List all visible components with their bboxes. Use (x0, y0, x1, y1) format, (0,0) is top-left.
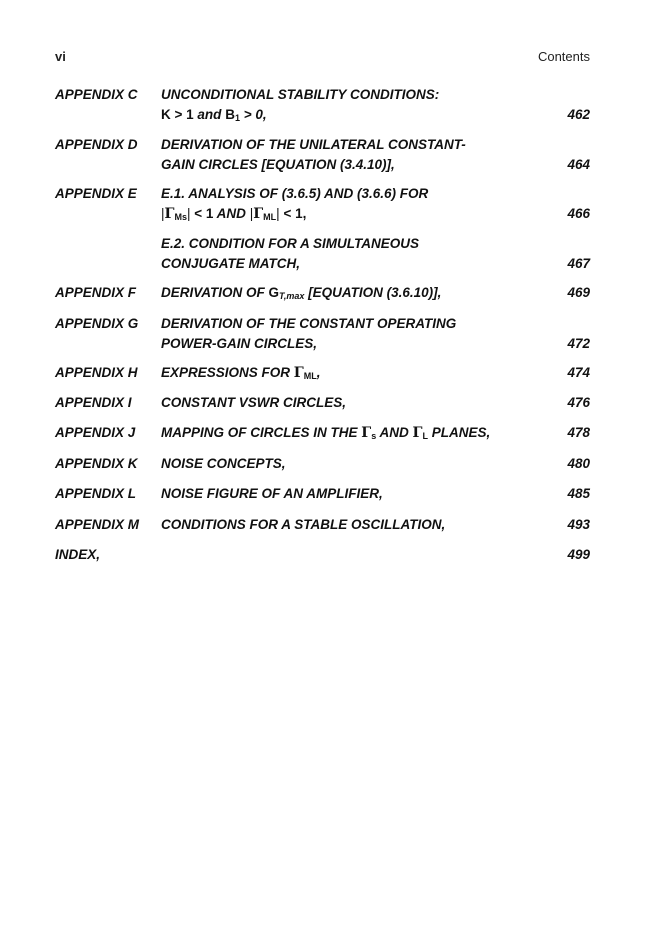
entry-label: APPENDIX F (55, 285, 137, 300)
entry-page-number: 464 (567, 157, 590, 172)
entry-page-number: 469 (567, 285, 590, 300)
entry-title: DERIVATION OF THE CONSTANT OPERATING POWER-GAIN CIRCLES, (161, 316, 457, 351)
entry-label: APPENDIX D (55, 137, 138, 152)
entry-label: APPENDIX E (55, 186, 137, 201)
entry-title: DERIVATION OF GT,max [EQUATION (3.6.10)], (161, 285, 442, 301)
page-folio: vi (55, 49, 66, 64)
entry-title: NOISE CONCEPTS, (161, 456, 286, 471)
entry-label: APPENDIX J (55, 425, 136, 440)
entry-label: APPENDIX G (55, 316, 139, 331)
entry-page-number: 485 (567, 486, 590, 501)
entry-page-number: 478 (567, 425, 590, 440)
entry-page-number: 466 (567, 206, 590, 221)
entry-label: APPENDIX H (55, 365, 138, 380)
entry-page-number: 474 (567, 365, 590, 380)
entry-title: CONDITIONS FOR A STABLE OSCILLATION, (161, 517, 446, 532)
entry-title: DERIVATION OF THE UNILATERAL CONSTANT- GAIN CIRCLES [EQUATION (3.4.10)], (161, 137, 466, 172)
entry-title: UNCONDITIONAL STABILITY CONDITIONS: K > 1 and $B_1 > 0$, (161, 87, 440, 123)
entry-title: EXPRESSIONS FOR $\Gamma_{ML}$, (161, 365, 321, 381)
entry-title: NOISE FIGURE OF AN AMPLIFIER, (161, 486, 383, 501)
entry-label: APPENDIX M (55, 517, 140, 532)
page-header (55, 49, 590, 67)
entry-page-number: 499 (567, 547, 590, 562)
entry-label: APPENDIX L (55, 486, 137, 501)
entry-page-number: 476 (567, 395, 590, 410)
entry-title: E.1. ANALYSIS OF (3.6.5) AND (3.6.6) FOR $|\Gamma_{Ms}| < 1$ AND $|\Gamma_{ML}| < 1$, (161, 186, 429, 222)
entry-page-number: 462 (567, 107, 590, 122)
entry-title: E.2. CONDITION FOR A SIMULTANEOUS CONJUGATE MATCH, (161, 236, 420, 271)
entry-title: CONSTANT VSWR CIRCLES, (161, 395, 346, 410)
entry-page-number: 467 (567, 256, 590, 271)
entry-label: APPENDIX I (55, 395, 132, 410)
entry-label: INDEX, (55, 547, 101, 562)
entry-title: MAPPING OF CIRCLES IN THE $\Gamma_s$ AND $\Gamma_L$ PLANES, (161, 425, 491, 441)
running-head: Contents (537, 49, 590, 64)
entry-label: APPENDIX C (55, 87, 138, 102)
entry-page-number: 493 (567, 517, 590, 532)
entry-label: APPENDIX K (55, 456, 138, 471)
entry-page-number: 472 (567, 336, 590, 351)
entry-page-number: 480 (567, 456, 590, 471)
